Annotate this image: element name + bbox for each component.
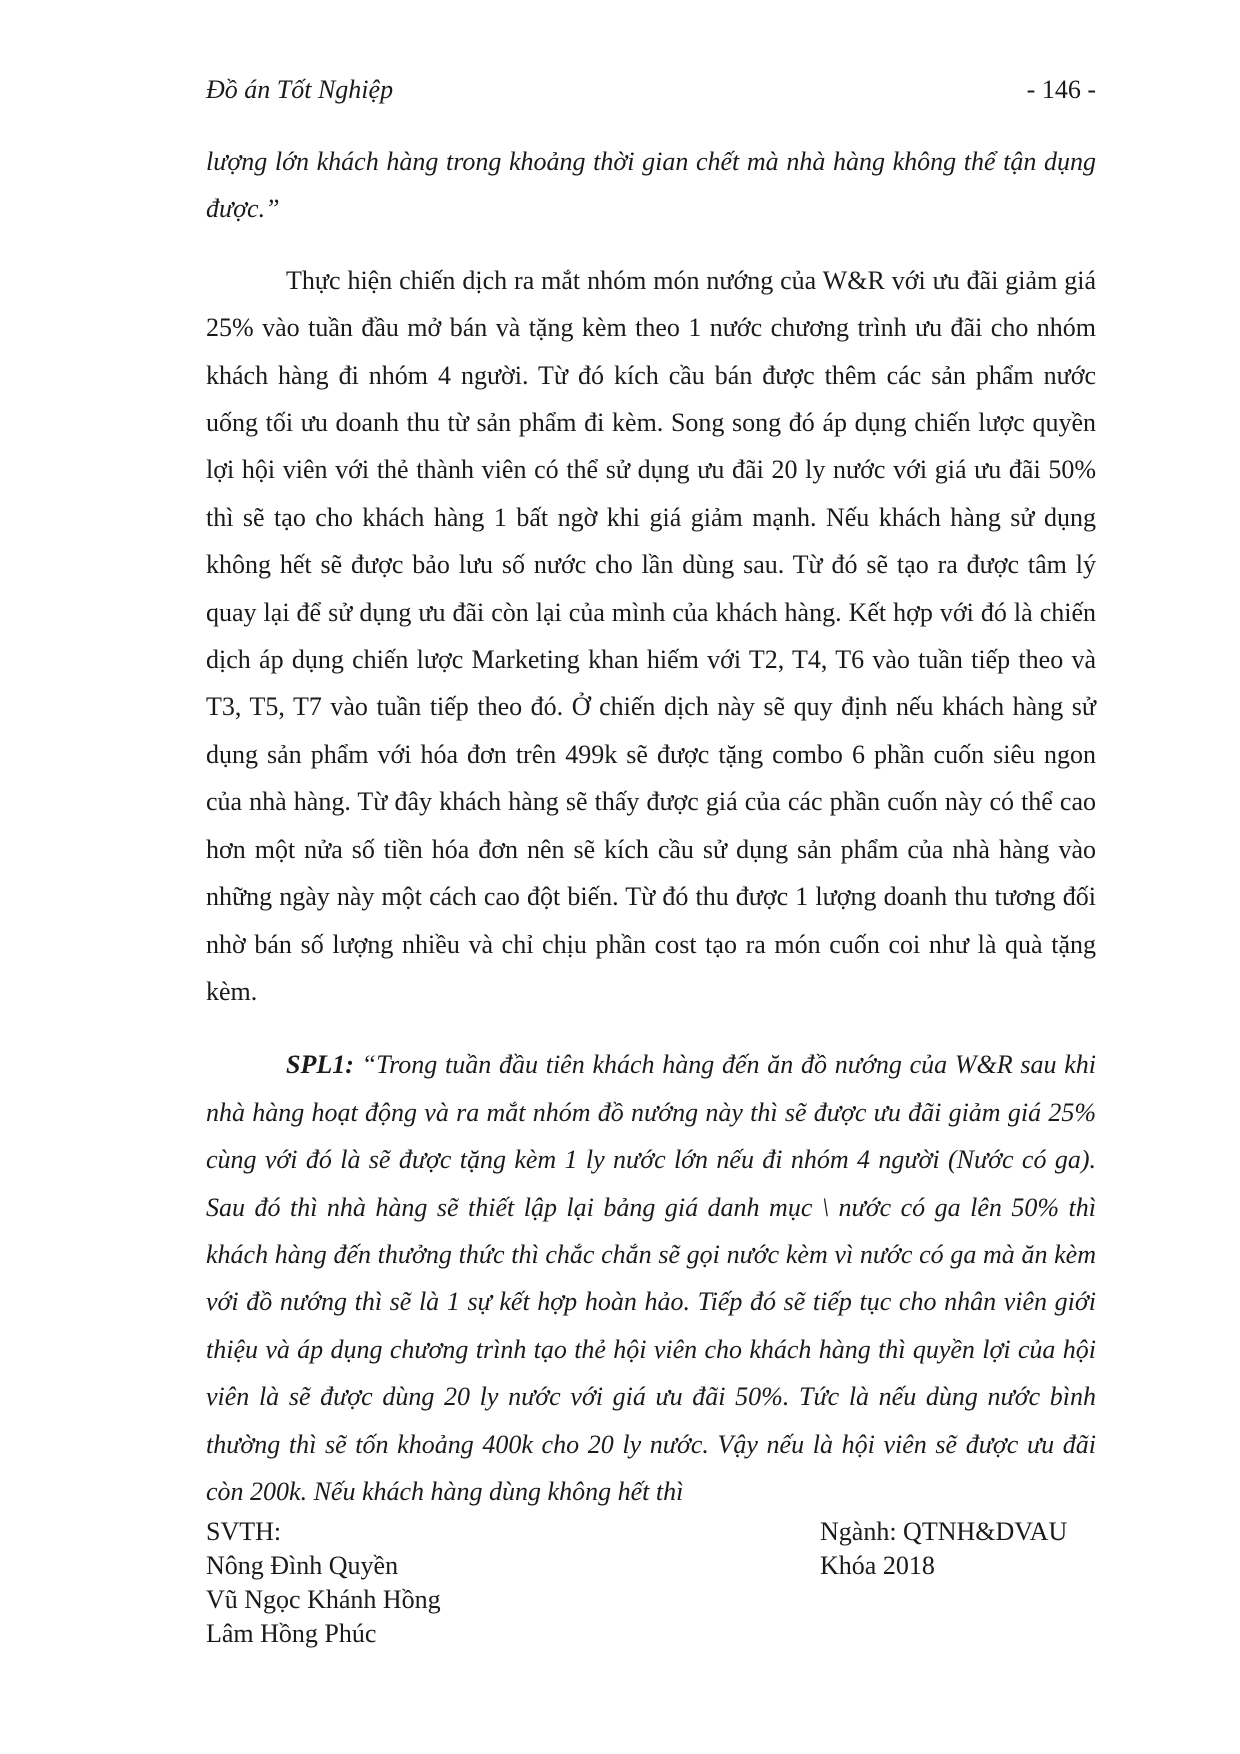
student-name: Lâm Hồng Phúc xyxy=(206,1619,377,1648)
document-title: Đồ án Tốt Nghiệp xyxy=(206,75,394,104)
student-name: Nông Đình Quyền xyxy=(206,1551,399,1580)
quote-continuation: lượng lớn khách hàng trong khoảng thời gian chết mà nhà hàng không thể tận dụng được.” xyxy=(206,147,1096,224)
course-label: Khóa 2018 xyxy=(820,1551,935,1580)
body-paragraph: Thực hiện chiến dịch ra mắt nhóm món nướng của W&R với ưu đãi giảm giá 25% vào tuần đầu mở bán và tặng kèm theo 1 nước chương trình ưu đãi cho nhóm khách hàng đi nhóm 4 người. Từ đó kích cầu bán được thêm các sản phẩm nước uống tối ưu doanh thu từ sản phẩm đi kèm. Song song đó áp dụng chiến lược quyền lợi hội viên với thẻ thành viên có thể sử dụng ưu đãi 20 ly nước với giá ưu đãi 50% thì sẽ tạo cho khách hàng 1 bất ngờ khi giá giảm mạnh. Nếu khách hàng sử dụng không hết sẽ được bảo lưu số nước cho lần dùng sau. Từ đó sẽ tạo ra được tâm lý quay lại để sử dụng ưu đãi còn lại của mình của khách hàng. Kết hợp với đó là chiến dịch áp dụng chiến lược Marketing khan hiếm với T2, T4, T6 vào tuần tiếp theo và T3, T5, T7 vào tuần tiếp theo đó. Ở chiến dịch này sẽ quy định nếu khách hàng sử dụng sản phẩm với hóa đơn trên 499k sẽ được tặng combo 6 phần cuốn siêu ngon của nhà hàng. Từ đây khách hàng sẽ thấy được giá của các phần cuốn này có thể cao hơn một nửa số tiền hóa đơn nên sẽ kích cầu sử dụng sản phẩm của nhà hàng vào những ngày này một cách cao đột biến. Từ đó thu được 1 lượng doanh thu tương đối nhờ bán số lượng nhiều và chỉ chịu phần cost tạo ra món cuốn coi như là quà tặng kèm. xyxy=(206,265,1096,1006)
page-footer xyxy=(206,1515,1096,1665)
page-header xyxy=(206,70,1096,110)
student-name: Vũ Ngọc Khánh Hồng xyxy=(206,1585,441,1614)
spl-label: SPL1: xyxy=(286,1050,354,1080)
page-content xyxy=(206,138,1096,1515)
svth-label: SVTH: xyxy=(206,1517,282,1546)
major-label: Ngành: QTNH&DVAU xyxy=(820,1517,1068,1546)
footer-program xyxy=(820,1515,1067,1583)
spl-quote-paragraph xyxy=(206,1041,1096,1515)
footer-students xyxy=(206,1515,441,1651)
page-number: - 146 - xyxy=(1026,75,1096,104)
spl-quote-text: “Trong tuần đầu tiên khách hàng đến ăn đồ nướng của W&R sau khi nhà hàng hoạt động và ra mắt nhóm đồ nướng này thì sẽ được ưu đãi giảm giá 25% cùng với đó là sẽ được tặng kèm 1 ly nước lớn nếu đi nhóm 4 người (Nước có ga). Sau đó thì nhà hàng sẽ thiết lập lại bảng giá danh mục \ nước có ga lên 50% thì khách hàng đến thưởng thức thì chắc chắn sẽ gọi nước kèm vì nước có ga mà ăn kèm với đồ nướng thì sẽ là 1 sự kết hợp hoàn hảo. Tiếp đó sẽ tiếp tục cho nhân viên giới thiệu và áp dụng chương trình tạo thẻ hội viên cho khách hàng thì quyền lợi của hội viên là sẽ được dùng 20 ly nước với giá ưu đãi 50%. Tức là nếu dùng nước bình thường thì sẽ tốn khoảng 400k cho 20 ly nước. Vậy nếu là hội viên sẽ được ưu đãi còn 200k. Nếu khách hàng dùng không hết thì xyxy=(206,1050,1096,1506)
